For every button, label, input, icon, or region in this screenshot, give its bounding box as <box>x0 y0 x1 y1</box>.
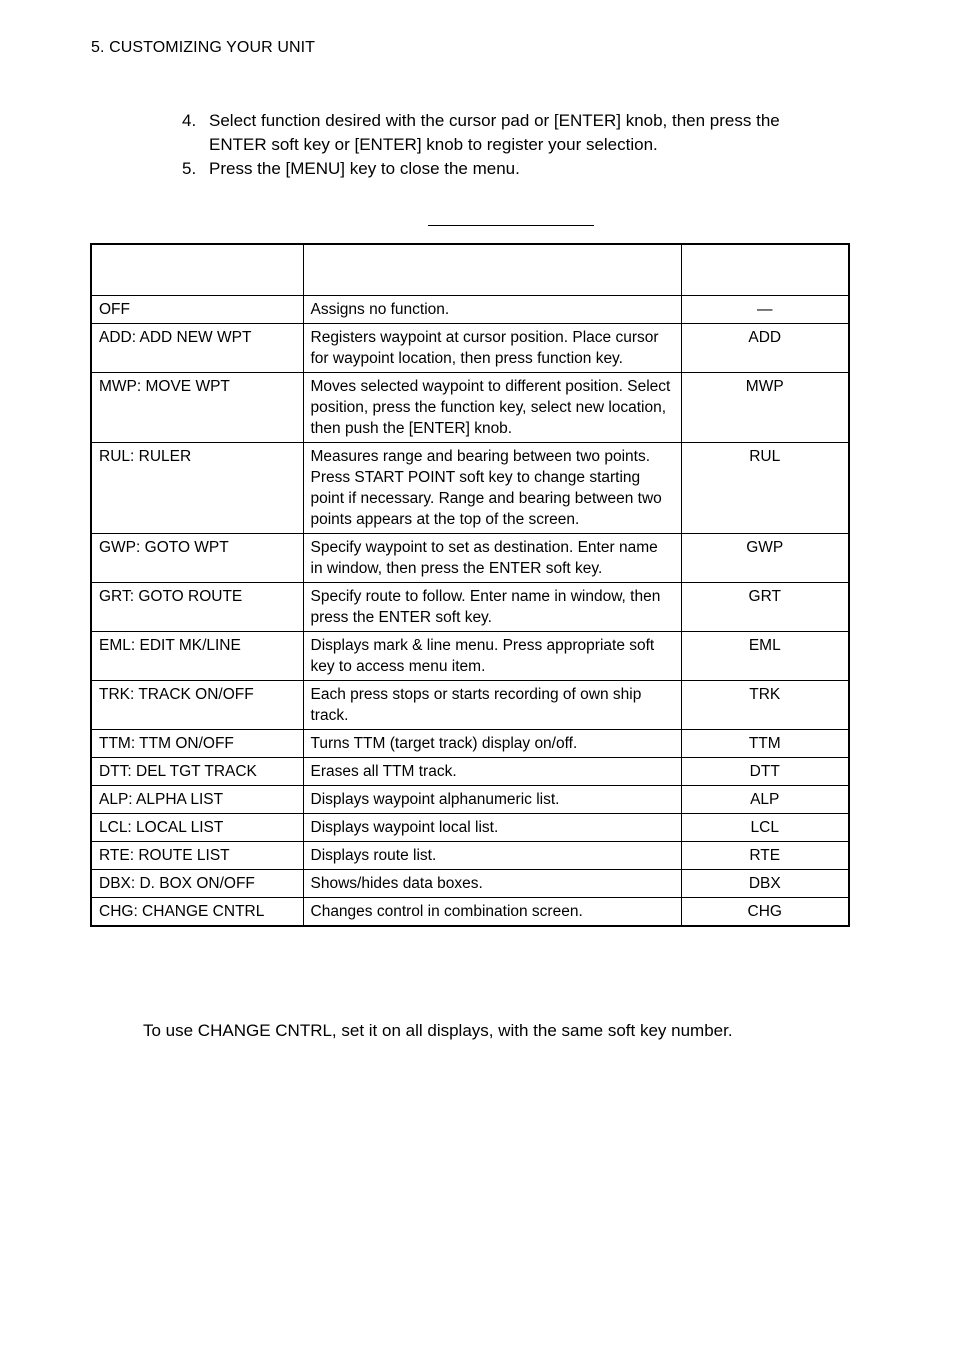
abbreviation-cell: RTE <box>681 842 849 870</box>
table-row <box>91 681 849 730</box>
description-cell: Displays route list. <box>303 842 681 870</box>
function-cell: ADD: ADD NEW WPT <box>91 324 303 373</box>
description-cell: Erases all TTM track. <box>303 758 681 786</box>
abbreviation-cell: TRK <box>681 681 849 730</box>
table-row <box>91 870 849 898</box>
table-caption-rule <box>428 225 594 226</box>
abbreviation-cell: LCL <box>681 814 849 842</box>
step-number: 4. <box>182 111 197 130</box>
table-row <box>91 814 849 842</box>
abbreviation-cell: DTT <box>681 758 849 786</box>
description-cell: Measures range and bearing between two points. Press START POINT soft key to change starting point if necessary. Range and bearing between two points appears at the top of the screen. <box>303 443 681 534</box>
function-cell: GWP: GOTO WPT <box>91 534 303 583</box>
abbreviation-cell: ALP <box>681 786 849 814</box>
table-row <box>91 898 849 927</box>
table-row <box>91 730 849 758</box>
description-cell: Displays waypoint alphanumeric list. <box>303 786 681 814</box>
abbreviation-cell: RUL <box>681 443 849 534</box>
description-cell: Shows/hides data boxes. <box>303 870 681 898</box>
table-row <box>91 758 849 786</box>
function-cell: DTT: DEL TGT TRACK <box>91 758 303 786</box>
function-cell: TRK: TRACK ON/OFF <box>91 681 303 730</box>
table-row <box>91 842 849 870</box>
step-text: Press the [MENU] key to close the menu. <box>209 159 520 178</box>
step-number: 5. <box>182 159 197 178</box>
step-text: Select function desired with the cursor pad or [ENTER] knob, then press the ENTER soft key or [ENTER] knob to register your selection. <box>209 111 780 154</box>
table-row <box>91 443 849 534</box>
function-cell: ALP: ALPHA LIST <box>91 786 303 814</box>
function-cell: GRT: GOTO ROUTE <box>91 583 303 632</box>
column-header-abbreviation <box>681 244 849 296</box>
abbreviation-cell: EML <box>681 632 849 681</box>
function-cell: EML: EDIT MK/LINE <box>91 632 303 681</box>
function-cell: CHG: CHANGE CNTRL <box>91 898 303 927</box>
abbreviation-cell: — <box>681 296 849 324</box>
function-cell: TTM: TTM ON/OFF <box>91 730 303 758</box>
function-cell: DBX: D. BOX ON/OFF <box>91 870 303 898</box>
description-cell: Assigns no function. <box>303 296 681 324</box>
table-row <box>91 324 849 373</box>
description-cell: Moves selected waypoint to different position. Select position, press the function key, select new location, then push the [ENTER] knob. <box>303 373 681 443</box>
abbreviation-cell: DBX <box>681 870 849 898</box>
description-cell: Displays mark & line menu. Press appropriate soft key to access menu item. <box>303 632 681 681</box>
step-item <box>182 157 842 181</box>
description-cell: Registers waypoint at cursor position. Place cursor for waypoint location, then press function key. <box>303 324 681 373</box>
abbreviation-cell: CHG <box>681 898 849 927</box>
table-row <box>91 534 849 583</box>
table-row <box>91 786 849 814</box>
table-row <box>91 373 849 443</box>
abbreviation-cell: GRT <box>681 583 849 632</box>
description-cell: Each press stops or starts recording of own ship track. <box>303 681 681 730</box>
procedure-steps <box>182 109 842 181</box>
column-header-description <box>303 244 681 296</box>
description-cell: Changes control in combination screen. <box>303 898 681 927</box>
abbreviation-cell: MWP <box>681 373 849 443</box>
table-row <box>91 632 849 681</box>
column-header-function <box>91 244 303 296</box>
description-cell: Specify route to follow. Enter name in window, then press the ENTER soft key. <box>303 583 681 632</box>
description-cell: Specify waypoint to set as destination. Enter name in window, then press the ENTER soft key. <box>303 534 681 583</box>
usage-note: To use CHANGE CNTRL, set it on all displays, with the same soft key number. <box>143 1021 733 1040</box>
running-header: 5. CUSTOMIZING YOUR UNIT <box>91 39 316 56</box>
table-row <box>91 296 849 324</box>
step-item <box>182 109 842 157</box>
table-row <box>91 583 849 632</box>
function-cell: OFF <box>91 296 303 324</box>
description-cell: Turns TTM (target track) display on/off. <box>303 730 681 758</box>
description-cell: Displays waypoint local list. <box>303 814 681 842</box>
table-body <box>91 296 849 927</box>
abbreviation-cell: GWP <box>681 534 849 583</box>
function-cell: RUL: RULER <box>91 443 303 534</box>
function-cell: RTE: ROUTE LIST <box>91 842 303 870</box>
function-cell: MWP: MOVE WPT <box>91 373 303 443</box>
table-header-row <box>91 244 849 296</box>
abbreviation-cell: TTM <box>681 730 849 758</box>
abbreviation-cell: ADD <box>681 324 849 373</box>
function-cell: LCL: LOCAL LIST <box>91 814 303 842</box>
function-table <box>90 243 850 927</box>
